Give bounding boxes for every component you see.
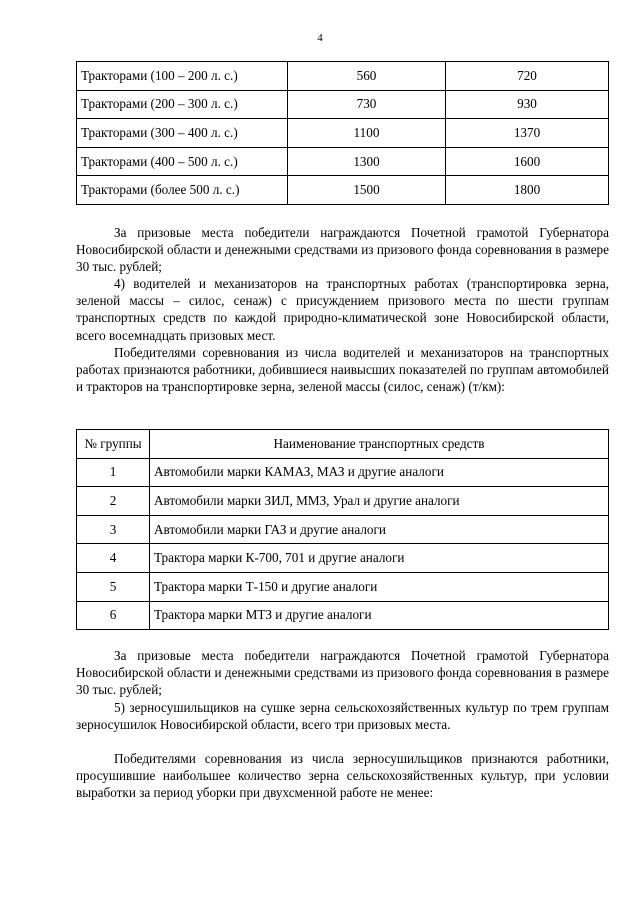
tractor-power-cell: Тракторами (200 – 300 л. с.)	[77, 90, 288, 119]
paragraph-prize-1: За призовые места победители награждаются Почетной грамотой Губернатора Новосибирской области и денежными средствами из призового фонда соревнования в размере 30 тыс. рублей;	[76, 225, 609, 275]
value-cell: 1300	[288, 147, 446, 176]
value-cell: 1100	[288, 119, 446, 148]
value-cell: 930	[446, 90, 609, 119]
tractor-power-cell: Тракторами (300 – 400 л. с.)	[77, 119, 288, 148]
table-row	[77, 487, 609, 516]
vehicle-name-cell: Автомобили марки ГАЗ и другие аналоги	[150, 515, 609, 544]
table-row	[77, 62, 609, 91]
tractor-power-cell: Тракторами (400 – 500 л. с.)	[77, 147, 288, 176]
value-cell: 1370	[446, 119, 609, 148]
vehicle-name-cell: Трактора марки К-700, 701 и другие аналоги	[150, 544, 609, 573]
value-cell: 720	[446, 62, 609, 91]
table-row	[77, 515, 609, 544]
vehicle-groups-table	[76, 429, 609, 630]
vehicle-name-cell: Трактора марки Т-150 и другие аналоги	[150, 572, 609, 601]
table-row	[77, 601, 609, 630]
table-header-row	[77, 430, 609, 459]
vehicle-name-cell: Автомобили марки КАМАЗ, МАЗ и другие аналоги	[150, 458, 609, 487]
table-row	[77, 176, 609, 205]
value-cell: 1800	[446, 176, 609, 205]
paragraph-item-4: 4) водителей и механизаторов на транспортных работах (транспортировка зерна, зеленой массы – силос, сенаж) с присуждением призового места по шести группам транспортных средств по каждой природно-климатической зоне Новосибирской области, всего восемнадцать призовых мест.	[76, 276, 609, 343]
value-cell: 560	[288, 62, 446, 91]
value-cell: 1500	[288, 176, 446, 205]
table-row	[77, 458, 609, 487]
tractor-power-cell: Тракторами (более 500 л. с.)	[77, 176, 288, 205]
group-number-cell: 4	[77, 544, 150, 573]
paragraph-winners-dryers: Победителями соревнования из числа зерносушильщиков признаются работники, просушившие наибольшее количество зерна сельскохозяйственных культур, при условии выработки за период уборки при двухсменной работе не менее:	[76, 751, 609, 801]
value-cell: 730	[288, 90, 446, 119]
group-number-cell: 2	[77, 487, 150, 516]
table-row	[77, 90, 609, 119]
page-number: 4	[317, 32, 323, 44]
table-row	[77, 572, 609, 601]
column-header-group: № группы	[77, 430, 150, 459]
table-row	[77, 544, 609, 573]
vehicle-name-cell: Автомобили марки ЗИЛ, ММЗ, Урал и другие аналоги	[150, 487, 609, 516]
group-number-cell: 3	[77, 515, 150, 544]
group-number-cell: 5	[77, 572, 150, 601]
group-number-cell: 1	[77, 458, 150, 487]
paragraph-item-5: 5) зерносушильщиков на сушке зерна сельскохозяйственных культур по трем группам зерносушилок Новосибирской области, всего три призовых места.	[76, 700, 609, 733]
tractor-table	[76, 61, 609, 205]
group-number-cell: 6	[77, 601, 150, 630]
table-row	[77, 147, 609, 176]
column-header-vehicles: Наименование транспортных средств	[150, 430, 609, 459]
paragraph-prize-2: За призовые места победители награждаются Почетной грамотой Губернатора Новосибирской области и денежными средствами из призового фонда соревнования в размере 30 тыс. рублей;	[76, 648, 609, 698]
table-row	[77, 119, 609, 148]
value-cell: 1600	[446, 147, 609, 176]
tractor-power-cell: Тракторами (100 – 200 л. с.)	[77, 62, 288, 91]
paragraph-winners-drivers: Победителями соревнования из числа водителей и механизаторов на транспортных работах признаются работники, добившиеся наивысших показателей по группам автомобилей и тракторов на транспортировке зерна, зеленой массы (силос, сенаж) (т/км):	[76, 345, 609, 395]
vehicle-name-cell: Трактора марки МТЗ и другие аналоги	[150, 601, 609, 630]
